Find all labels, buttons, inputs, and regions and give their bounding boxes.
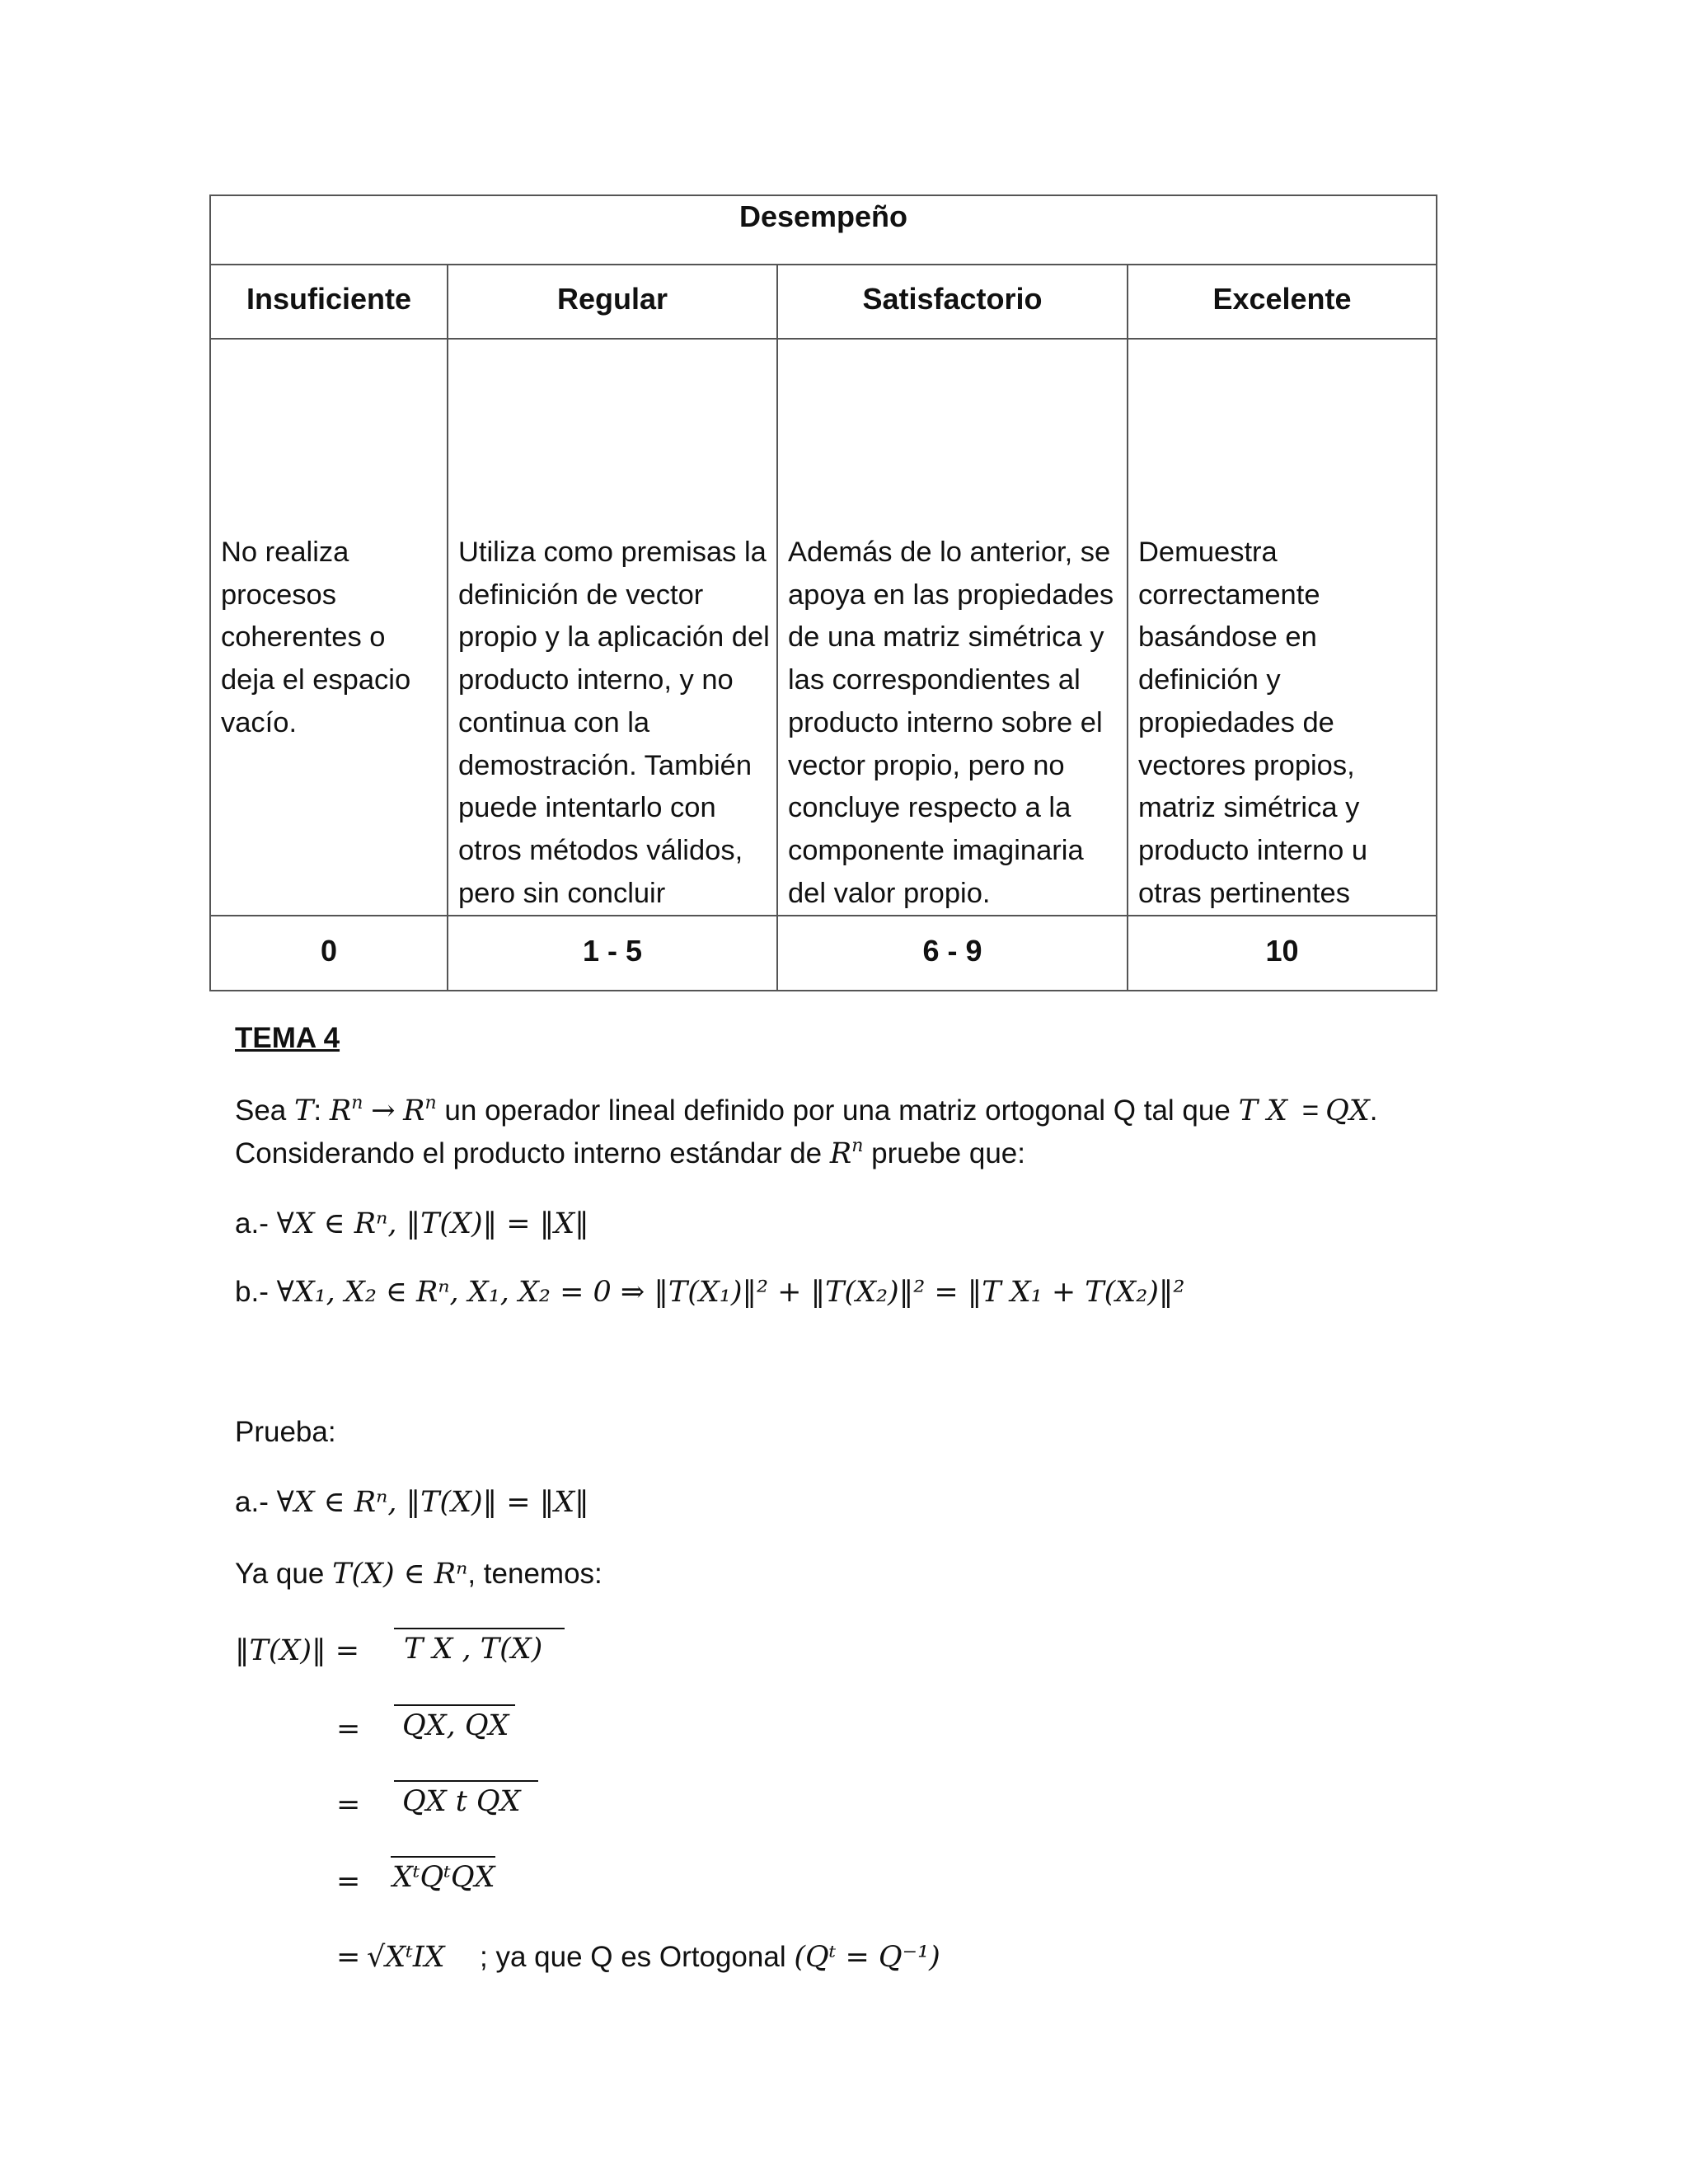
tema-part-b: b.- ∀X₁, X₂ ∈ Rⁿ, X₁, X₂ = 0 ⇒ ‖T(X₁)‖² + ‖T(X₂)‖² = ‖T X₁ + T(X₂)‖²: [235, 1276, 1185, 1309]
rubric-table: [209, 194, 1437, 991]
description-satisfactorio: Además de lo anterior, se apoya en las propiedades de una matriz simétrica y las correspondientes al producto interno sobre el vector propio, pero no concluye respecto a la componente imaginaria del valor propio.: [777, 339, 1128, 916]
proof-step-3-expr: QX t QX: [394, 1780, 538, 1818]
description-excelente: Demuestra correctamente basándose en definición y propiedades de vectores propios, matriz simétrica y producto interno u otras pertinentes: [1128, 339, 1437, 916]
proof-step-2-expr: QX, QX: [394, 1704, 515, 1742]
proof-step-4-expr: XᵗQᵗQX: [391, 1856, 495, 1894]
level-excelente: Excelente: [1128, 265, 1437, 339]
proof-step-5-equals: =: [336, 1941, 361, 1974]
score-excelente: 10: [1128, 916, 1437, 991]
proof-since-line: Ya que T(X) ∈ Rⁿ, tenemos:: [235, 1558, 603, 1591]
proof-step-4-equals: =: [336, 1865, 361, 1898]
level-regular: Regular: [448, 265, 777, 339]
tema-statement-line2: Considerando el producto interno estándar de $R^n$ pruebe que:: [235, 1136, 1025, 1170]
proof-step-3-equals: =: [336, 1788, 361, 1821]
score-insuficiente: 0: [210, 916, 448, 991]
proof-step-1-expr: T X , T(X): [394, 1628, 565, 1666]
proof-part-a: a.- ∀X ∈ Rⁿ, ‖T(X)‖ = ‖X‖: [235, 1486, 589, 1519]
tema-statement-line1: Sea T: $R^n \to R^n$ un operador lineal definido por una matriz ortogonal Q tal que T X = QX.: [235, 1093, 1378, 1127]
proof-lhs: ‖T(X)‖ =: [235, 1634, 360, 1667]
proof-step-2-equals: =: [336, 1713, 361, 1746]
proof-title: Prueba:: [235, 1416, 336, 1448]
rubric-title: Desempeño: [210, 195, 1437, 265]
proof-step-5-expr: √XᵗIX: [367, 1941, 445, 1974]
score-satisfactorio: 6 - 9: [777, 916, 1128, 991]
tema-heading: TEMA 4: [235, 1022, 340, 1054]
proof-reason: ; ya que Q es Ortogonal (Qᵗ = Q⁻¹): [480, 1941, 940, 1974]
level-insuficiente: Insuficiente: [210, 265, 448, 339]
tema-part-a: a.- ∀X ∈ Rⁿ, ‖T(X)‖ = ‖X‖: [235, 1207, 589, 1240]
description-insuficiente: No realiza procesos coherentes o deja el espacio vacío.: [210, 339, 448, 916]
score-regular: 1 - 5: [448, 916, 777, 991]
level-satisfactorio: Satisfactorio: [777, 265, 1128, 339]
description-regular: Utiliza como premisas la definición de vector propio y la aplicación del producto interno, y no continua con la demostración. También puede intentarlo con otros métodos válidos, pero sin concluir: [448, 339, 777, 916]
